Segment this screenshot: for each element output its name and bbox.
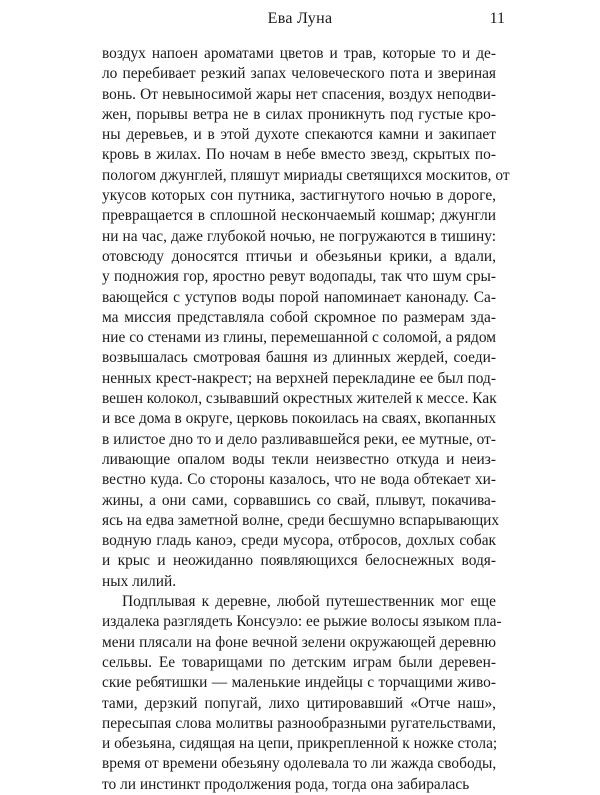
running-title: Ева Луна — [267, 10, 333, 27]
text-line: и обезьяна, сидящая на цепи, прикрепленной к ножке стола; — [102, 735, 498, 753]
body-text — [102, 44, 510, 795]
text-line: кровь в жилах. По ночам в небе вместо звезд, скрытых по- — [102, 146, 496, 164]
text-line: ны деревьев, и в этой духоте спекаются камни и закипает — [102, 126, 496, 144]
text-line: ма миссия представляла собой скромное по размерам зда- — [102, 308, 496, 326]
text-line: у подножия гор, яростно ревут водопады, так что шум сры- — [102, 268, 496, 286]
text-line: ных лилий. — [102, 572, 177, 590]
text-line: ясь на едва заметной волне, среди бесшумно вспарывающих — [102, 511, 500, 529]
text-line: пологом джунглей, пляшут мириады светящихся москитов, от — [102, 166, 510, 184]
text-line: превращается в сплошной нескончаемый кошмар; джунгли — [102, 207, 496, 225]
text-line: и все дома в округе, церковь покоилась на сваях, вкопанных — [102, 410, 497, 428]
text-line: жины, а они сами, сорвавшись со свай, плывут, покачива- — [102, 491, 496, 509]
page-header — [0, 10, 600, 36]
text-line: в илистое дно то и дело разливавшейся реки, ее мутные, от- — [102, 430, 496, 448]
text-line: ненных крест-накрест; на верхней перекладине ее был под- — [102, 369, 496, 387]
paragraph — [102, 592, 502, 795]
text-line: воздух напоен ароматами цветов и трав, которые то и де- — [102, 45, 496, 62]
text-line: время от времени обезьяну одолевала то ли жажда свободы, — [102, 755, 497, 773]
text-line: издалека разглядеть Консуэло: ее рыжие волосы языком пла- — [102, 613, 502, 631]
text-line: и крыс и неожиданно появляющихся белоснежных водя- — [102, 552, 496, 570]
text-line: возвышалась смотровая башня из длинных жердей, соеди- — [102, 349, 496, 367]
text-line: пересыпая слова молитвы разнообразными ругательствами, — [102, 714, 496, 732]
text-line: отовсюду доносятся птичьи и обезьяньи крики, а вдали, — [102, 247, 496, 265]
text-line: вестно куда. Со стороны казалось, что не вода обтекает хи- — [102, 471, 496, 489]
text-line: вешен колокол, сзывавший окрестных жителей к мессе. Как — [102, 390, 497, 408]
text-line: укусов которых сон путника, застигнутого ночью в дороге, — [102, 187, 496, 205]
text-line: ливающие опалом воды текли неизвестно откуда и неиз- — [102, 450, 496, 468]
text-line: ские ребятишки — маленькие индейцы с торчащими живо- — [102, 674, 496, 692]
text-line: вающейся с уступов воды порой напоминает канонаду. Са- — [102, 288, 496, 306]
paragraph — [102, 44, 510, 592]
text-line: то ли инстинкт продолжения рода, тогда она забиралась — [102, 775, 470, 793]
text-line: ни на час, даже глубокой ночью, не погружаются в тишину: — [102, 227, 496, 245]
text-line: тами, дерзкий попугай, лихо цитировавший «Отче наш», — [102, 694, 496, 712]
text-line: ло перебивает резкий запах человеческого пота и звериная — [102, 65, 496, 83]
text-line: водную гладь каноэ, среди мусора, отбросов, дохлых собак — [102, 532, 496, 550]
page-number: 11 — [489, 10, 505, 27]
text-line: ние со стенами из глины, перемешанной с соломой, а рядом — [102, 329, 496, 347]
text-line: Подплывая к деревне, любой путешественник мог еще — [122, 593, 496, 611]
text-line: вонь. От невыносимой жары нет спасения, воздух неподви- — [102, 85, 496, 103]
text-line: жен, порывы ветра не в силах проникнуть под густые кро- — [102, 105, 496, 123]
text-line: мени плясали на фоне вечной зелени окружающей деревню — [102, 633, 496, 651]
text-line: сельвы. Ее товарищами по детским играм были деревен- — [102, 653, 496, 671]
